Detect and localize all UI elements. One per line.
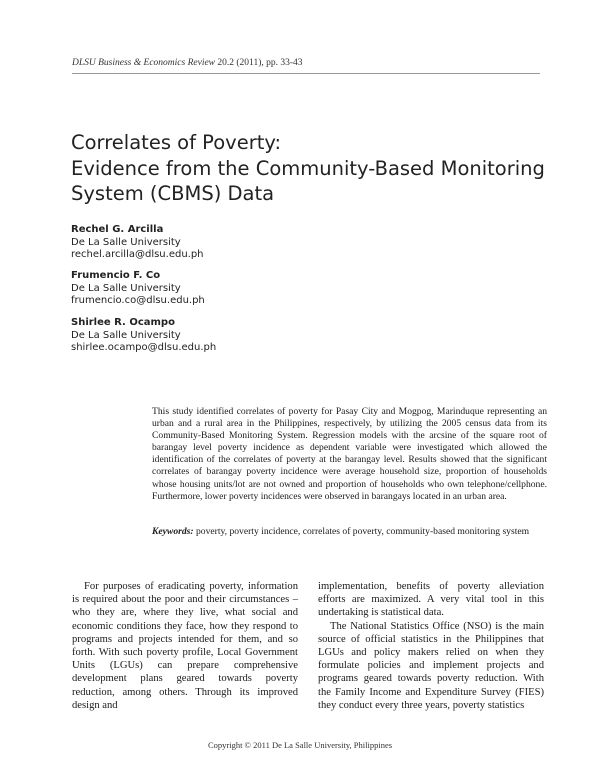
keywords-text: poverty, poverty incidence, correlates of poverty, community-based monitoring system xyxy=(195,526,530,537)
body-column-left xyxy=(72,580,298,712)
author-affiliation: De La Salle University xyxy=(71,236,181,248)
author-name: Rechel G. Arcilla xyxy=(71,224,164,235)
running-head xyxy=(72,58,303,68)
title-line-3: System (CBMS) Data xyxy=(71,182,275,205)
body-paragraph: For purposes of eradicating poverty, information is required about the poor and their circumstances – who they are, where they live, what social and economic conditions they face, how they respond to programs and projects intended for them, and so forth. With such poverty profile, Local Government Units (LGUs) can prepare comprehensive development plans geared towards poverty reduction, among others. Through its improved design and xyxy=(72,581,298,711)
copyright-footer: Copyright © 2011 De La Salle University, Philippines xyxy=(207,740,393,750)
author-affiliation: De La Salle University xyxy=(71,329,181,341)
author-name: Frumencio F. Co xyxy=(71,270,161,281)
title-line-1: Correlates of Poverty: xyxy=(71,131,282,154)
header-rule xyxy=(72,73,540,74)
journal-name: DLSU Business & Economics Review xyxy=(72,58,216,68)
author-block-3 xyxy=(71,317,216,355)
journal-citation: 20.2 (2011), pp. 33-43 xyxy=(217,58,303,68)
author-affiliation: De La Salle University xyxy=(71,282,181,294)
abstract: This study identified correlates of poverty for Pasay City and Mogpog, Marinduque representing an urban and a rural area in the Philippines, respectively, by utilizing the 2005 census data from its Community-Based Monitoring System. Regression models with the arcsine of the square root of barangay level poverty incidence as dependent variable were investigated which allowed the identification of the correlates of poverty at the barangay level. Results showed that the significant correlates of barangay poverty incidence were average household size, proportion of households whose housing units/lot are not owned and proportion of households who own telephone/cellphone. Furthermore, lower poverty incidences were observed in barangays located in an urban area. xyxy=(152,406,547,502)
keywords xyxy=(152,526,552,538)
author-email: shirlee.ocampo@dlsu.edu.ph xyxy=(71,342,217,353)
author-email: frumencio.co@dlsu.edu.ph xyxy=(71,295,205,306)
author-name: Shirlee R. Ocampo xyxy=(71,317,175,328)
author-email: rechel.arcilla@dlsu.edu.ph xyxy=(71,249,204,260)
author-block-1 xyxy=(71,224,204,262)
title-line-2: Evidence from the Community-Based Monitoring xyxy=(71,156,545,180)
author-block-2 xyxy=(71,270,205,308)
body-paragraph: implementation, benefits of poverty alleviation efforts are maximized. A very vital tool in this undertaking is statistical data. xyxy=(318,581,544,619)
body-paragraph: The National Statistics Office (NSO) is the main source of official statistics in the Philippines that LGUs and policy makers relied on when they formulate policies and implement projects and programs geared towards poverty reduction. With the Family Income and Expenditure Survey (FIES) they conduct every three years, poverty statistics xyxy=(318,620,544,711)
body-column-right xyxy=(318,580,544,712)
keywords-label: Keywords: xyxy=(152,526,194,537)
paper-title xyxy=(71,130,551,207)
